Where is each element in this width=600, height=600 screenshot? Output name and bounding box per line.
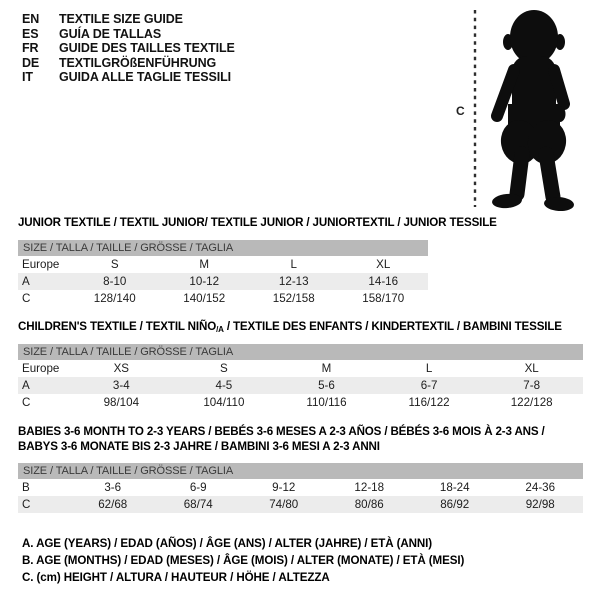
cell: M [199,258,210,271]
cell: 12-13 [278,275,309,288]
junior-table [18,240,428,307]
cell: L [425,362,433,375]
language-code: EN [22,12,40,26]
cell: XS [113,362,130,375]
row-label: Europe [22,362,60,375]
cell: 62/68 [98,498,128,511]
cell: 128/140 [93,292,136,305]
language-label: GUIDA ALLE TAGLIE TESSILI [59,70,232,85]
legend-line-a: A. AGE (YEARS) / EDAD (AÑOS) / ÂGE (ANS) / ALTER (JAHRE) / ETÀ (ANNI) [22,537,433,550]
title-line: BABIES 3-6 MONTH TO 2-3 YEARS / BEBÉS 3-6 MESES A 2-3 AÑOS / BÉBÉS 3-6 MOIS À 2-3 ANS / [18,425,545,438]
language-row [22,27,235,42]
language-code: FR [22,41,39,56]
row-label: B [22,481,30,494]
language-label: GUIDE DES TAILLES TEXTILE [59,41,235,56]
cell: 98/104 [103,396,140,409]
cell: 12-18 [354,481,385,494]
cell: 5-6 [318,379,335,392]
language-label: TEXTILE SIZE GUIDE [59,12,183,26]
cell: L [290,258,297,271]
cell: 18-24 [439,481,470,494]
cell: 158/170 [362,292,405,305]
language-row [22,12,235,27]
language-list [22,12,235,85]
title-part: CHILDREN'S TEXTILE / TEXTIL NIÑO [18,320,217,333]
legend [22,535,464,586]
size-band: SIZE / TALLA / TAILLE / GRÖSSE / TAGLIA [18,463,583,479]
baby-silhouette [491,10,574,212]
cell: 152/158 [272,292,315,305]
cell: 24-36 [525,481,556,494]
cell: 80/86 [354,498,384,511]
legend-line-b: B. AGE (MONTHS) / EDAD (MESES) / ÂGE (MOIS) / ALTER (MONATE) / ETÀ (MESI) [22,554,465,567]
language-row [22,41,235,56]
cell: 122/128 [510,396,553,409]
cell: 140/152 [183,292,226,305]
cell: 6-7 [420,379,438,392]
language-row [22,70,235,85]
baby-figure [450,4,590,212]
language-label: TEXTILGRÖßENFÜHRUNG [59,55,217,70]
cell: 74/80 [269,498,299,511]
cell: 3-4 [112,379,130,392]
table-title-children [18,320,562,334]
table-row-europe [18,360,583,377]
title-part: / TEXTILE DES ENFANTS / KINDERTEXTIL / BAMBINI TESSILE [223,320,562,333]
cell: 10-12 [189,275,220,288]
table-row-age-months [18,479,583,496]
cell: 3-6 [104,481,122,494]
table-row-height [18,496,583,513]
children-table [18,344,583,411]
cell: S [220,362,228,375]
height-measure-label: C [456,104,465,118]
cell: 14-16 [368,275,399,288]
babies-table [18,463,583,513]
cell: 8-10 [103,275,127,288]
title-line: BABYS 3-6 MONATE BIS 2-3 JAHRE / BAMBINI 3-6 MESI A 2-3 ANNI [18,440,380,453]
language-code: IT [22,70,33,85]
language-code: DE [22,55,40,70]
language-row [22,56,235,71]
cell: XL [376,258,391,271]
table-title-junior: JUNIOR TEXTILE / TEXTIL JUNIOR/ TEXTILE JUNIOR / JUNIORTEXTIL / JUNIOR TESSILE [18,216,497,229]
row-label: C [22,498,31,511]
row-label: A [22,275,30,288]
table-row-height [18,290,428,307]
cell: 86/92 [440,498,470,511]
row-label: Europe [22,258,60,271]
language-label: GUÍA DE TALLAS [59,26,162,41]
language-code: ES [22,26,39,41]
table-row-age [18,273,428,290]
cell: XL [524,362,539,375]
cell: 4-5 [215,379,233,392]
legend-line-c: C. (cm) HEIGHT / ALTURA / HAUTEUR / HÖHE / ALTEZZA [22,571,330,584]
table-row-age [18,377,583,394]
row-label: C [22,396,31,409]
cell: 110/116 [306,396,347,409]
table-row-europe [18,256,428,273]
cell: 7-8 [523,379,541,392]
cell: 104/110 [203,396,245,409]
table-row-height [18,394,583,411]
size-band: SIZE / TALLA / TAILLE / GRÖSSE / TAGLIA [18,240,428,256]
cell: 92/98 [525,498,555,511]
row-label: A [22,379,30,392]
row-label: C [22,292,31,305]
cell: S [110,258,119,271]
table-title-babies [18,424,545,454]
title-subscript: /A [216,325,224,334]
cell: 68/74 [183,498,213,511]
cell: 6-9 [189,481,207,494]
cell: 116/122 [408,396,450,409]
cell: M [321,362,332,375]
cell: 9-12 [272,481,296,494]
size-band: SIZE / TALLA / TAILLE / GRÖSSE / TAGLIA [18,344,583,360]
